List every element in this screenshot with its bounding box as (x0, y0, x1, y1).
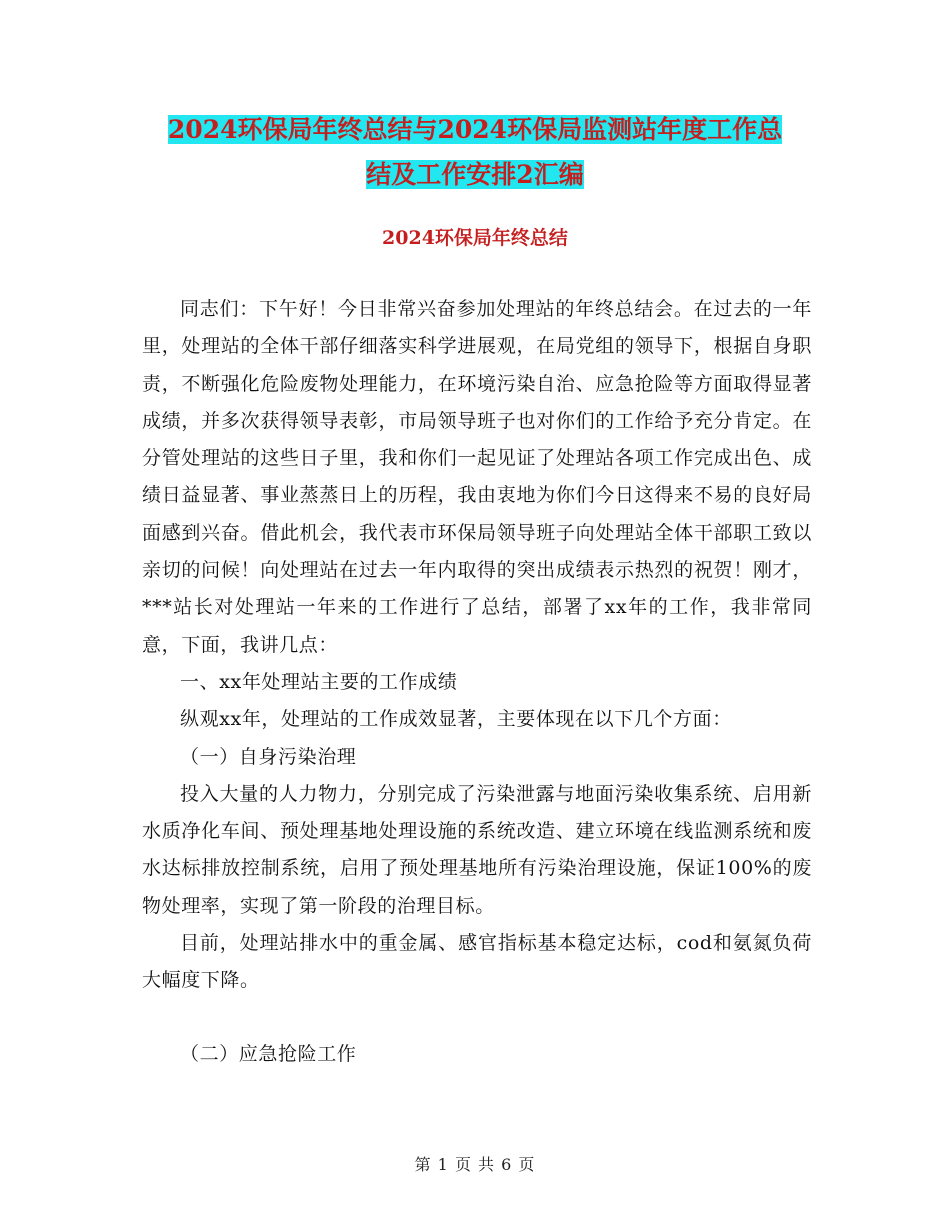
paragraph-heading-1: 一、xx年处理站主要的工作成绩 (180, 670, 458, 693)
title-highlight: 结及工作安排2汇编 (366, 160, 584, 189)
paragraph-pollution: 投入大量的人力物力，分别完成了污染泄露与地面污染收集系统、启用新水质净化车间、预处理基地处理设施的系统改造、建立环境在线监测系统和废水达标排放控制系统，启用了预处理基地所有污染治理设施，保证100%的废物处理率，实现了第一阶段的治理目标。 (142, 782, 812, 917)
section-heading: 2024环保局年终总结 (382, 227, 568, 249)
document-title-line-1 (140, 107, 810, 153)
body-text (142, 291, 812, 1000)
title-highlight: 2024环保局年终总结与2024环保局监测站年度工作总 (167, 115, 783, 144)
page-footer: 第 1 页 共 6 页 (414, 1155, 536, 1174)
body-text-continued (142, 1036, 812, 1073)
document-title-line-2 (140, 152, 810, 198)
paragraph-subheading-2: （二）应急抢险工作 (180, 1043, 357, 1065)
paragraph-subheading-1: （一）自身污染治理 (180, 745, 357, 768)
paragraph-intro: 同志们：下午好！今日非常兴奋参加处理站的年终总结会。在过去的一年里，处理站的全体干部仔细落实科学进展观，在局党组的领导下，根据自身职责，不断强化危险废物处理能力，在环境污染自治、应急抢险等方面取得显著成绩，并多次获得领导表彰，市局领导班子也对你们的工作给予充分肯定。在分管处理站的这些日子里，我和你们一起见证了处理站各项工作完成出色、成绩日益显著、事业蒸蒸日上的历程，我由衷地为你们今日这得来不易的良好局面感到兴奋。借此机会，我代表市环保局领导班子向处理站全体干部职工致以亲切的问候！向处理站在过去一年内取得的突出成绩表示热烈的祝贺！刚才，***站长对处理站一年来的工作进行了总结，部署了xx年的工作，我非常同意，下面，我讲几点： (142, 298, 812, 656)
paragraph-current: 目前，处理站排水中的重金属、感官指标基本稳定达标，cod和氨氮负荷大幅度下降。 (142, 932, 812, 992)
paragraph-overview: 纵观xx年，处理站的工作成效显著，主要体现在以下几个方面： (180, 708, 732, 731)
